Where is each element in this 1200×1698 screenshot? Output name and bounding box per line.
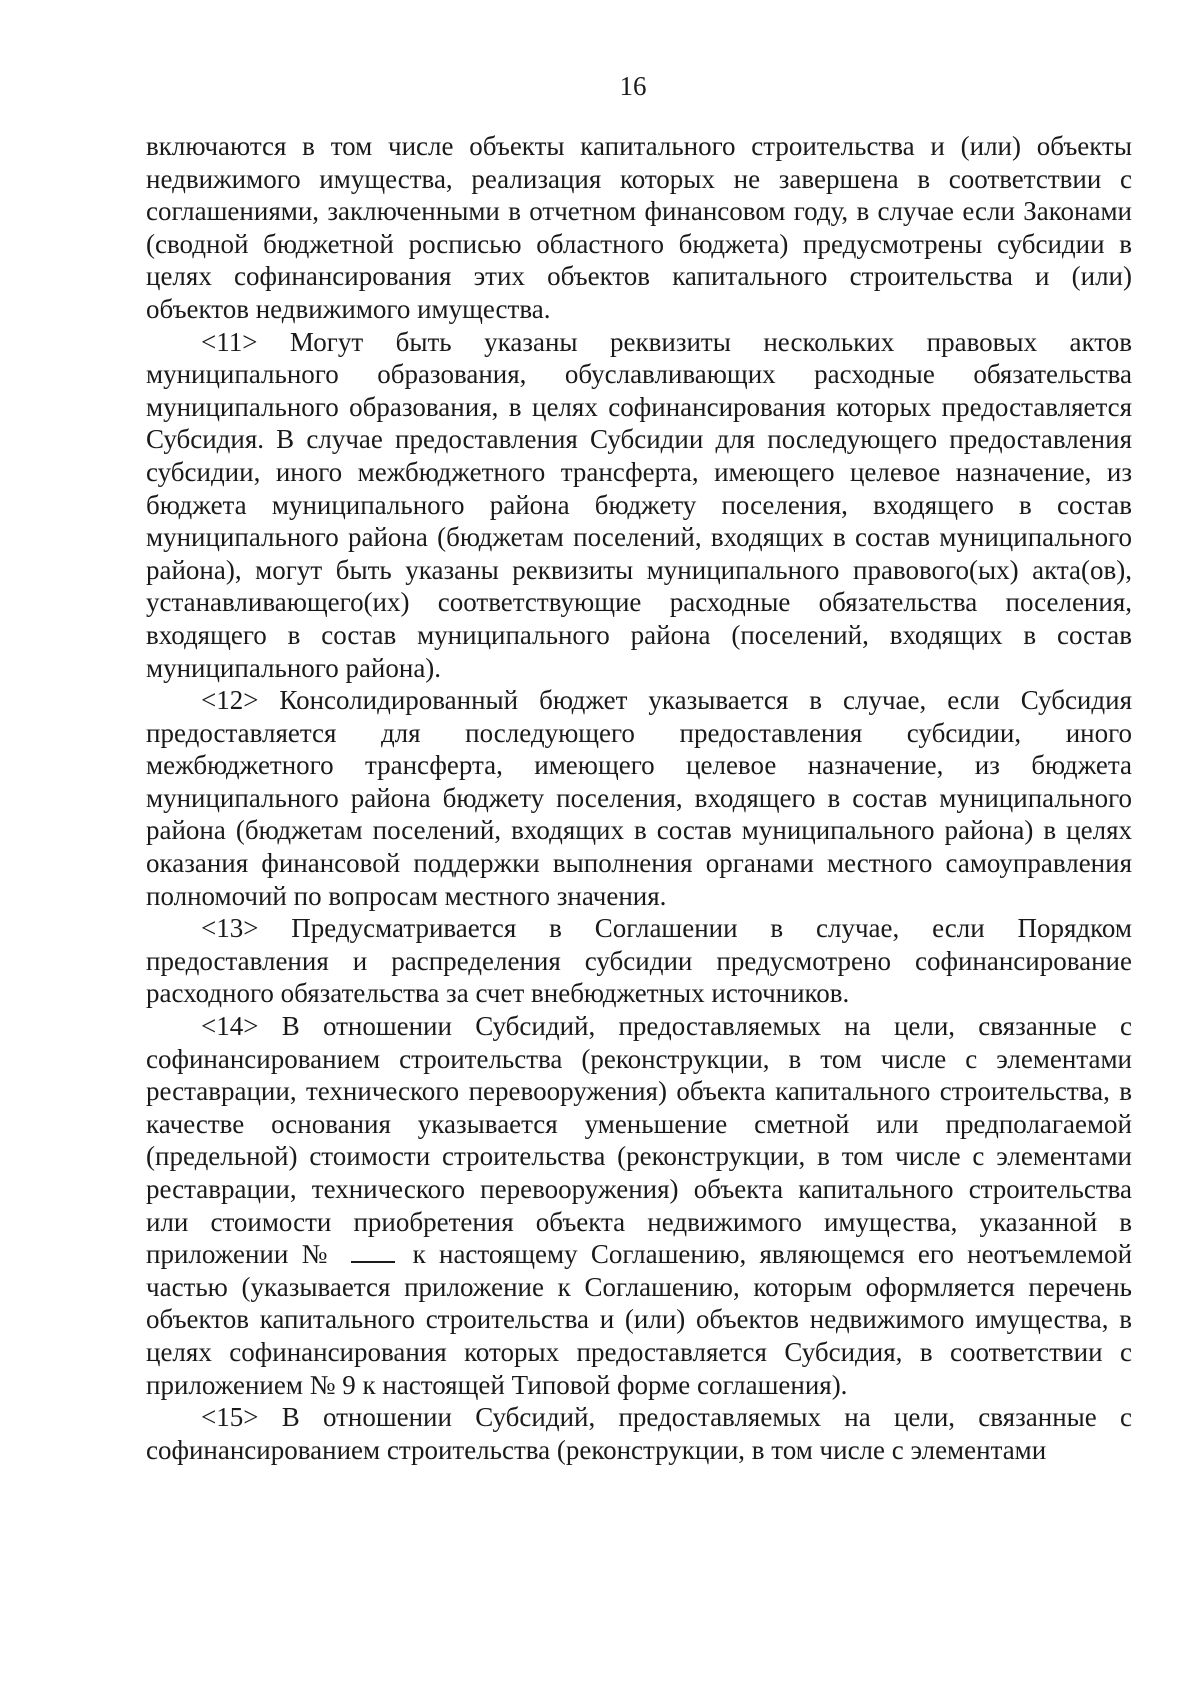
footnote-13: <13> Предусматривается в Соглашении в случае, если Порядком предоставления и распределения субсидии предусмотрено софинансирование расходного обязательства за счет внебюджетных источников. bbox=[146, 913, 1132, 1009]
appendix-number-blank bbox=[351, 1241, 395, 1263]
page-number: 16 bbox=[619, 71, 647, 101]
paragraph-continuation: включаются в том числе объекты капитального строительства и (или) объекты недвижимого имущества, реализация которых не завершена в соответствии с соглашениями, заключенными в отчетном финансовом году, в случае если Законами (сводной бюджетной росписью областного бюджета) предусмотрены субсидии в целях софинансирования этих объектов капитального строительства и (или) объектов недвижимого имущества. bbox=[146, 131, 1132, 324]
footnote-12: <12> Консолидированный бюджет указывается в случае, если Субсидия предоставляется для последующего предоставления субсидии, иного межбюджетного трансферта, имеющего целевое назначение, из бюджета муниципального района бюджету поселения, входящего в состав муниципального района (бюджетам поселений, входящих в состав муниципального района) в целях оказания финансовой поддержки выполнения органами местного самоуправления полномочий по вопросам местного значения. bbox=[146, 685, 1132, 911]
footnote-14-part-2: к настоящему Соглашению, являющемся его неотъемлемой частью (указывается приложение к Соглашению, которым оформляется перечень объектов капитального строительства и (или) объектов недвижимого имущества, в целях софинансирования которых предоставляется Субсидия, в соответствии с приложением № 9 к настоящей Типовой форме соглашения). bbox=[146, 1239, 1133, 1400]
footnote-14 bbox=[146, 1010, 1132, 1401]
footnote-11: <11> Могут быть указаны реквизиты нескольких правовых актов муниципального образования, обуславливающих расходные обязательства муниципального образования, в целях софинансирования которых предоставляется Субсидия. В случае предоставления Субсидии для последующего предоставления субсидии, иного межбюджетного трансферта, имеющего целевое назначение, из бюджета муниципального района бюджету поселения, входящего в состав муниципального района (бюджетам поселений, входящих в состав муниципального района), могут быть указаны реквизиты муниципального правового(ых) акта(ов), устанавливающего(их) соответствующие расходные обязательства поселения, входящего в состав муниципального района (поселений, входящих в состав муниципального района). bbox=[146, 326, 1132, 683]
document-body bbox=[146, 130, 1132, 1466]
footnote-15: <15> В отношении Субсидий, предоставляемых на цели, связанные с софинансированием строительства (реконструкции, в том числе с элементами bbox=[146, 1402, 1132, 1465]
footnote-14-part-1: <14> В отношении Субсидий, предоставляемых на цели, связанные с софинансированием строительства (реконструкции, в том числе с элементами реставрации, технического перевооружения) объекта капитального строительства, в качестве основания указывается уменьшение сметной или предполагаемой (предельной) стоимости строительства (реконструкции, в том числе с элементами реставрации, технического перевооружения) объекта капитального строительства или стоимости приобретения объекта недвижимого имущества, указанной в приложении № bbox=[146, 1011, 1132, 1270]
